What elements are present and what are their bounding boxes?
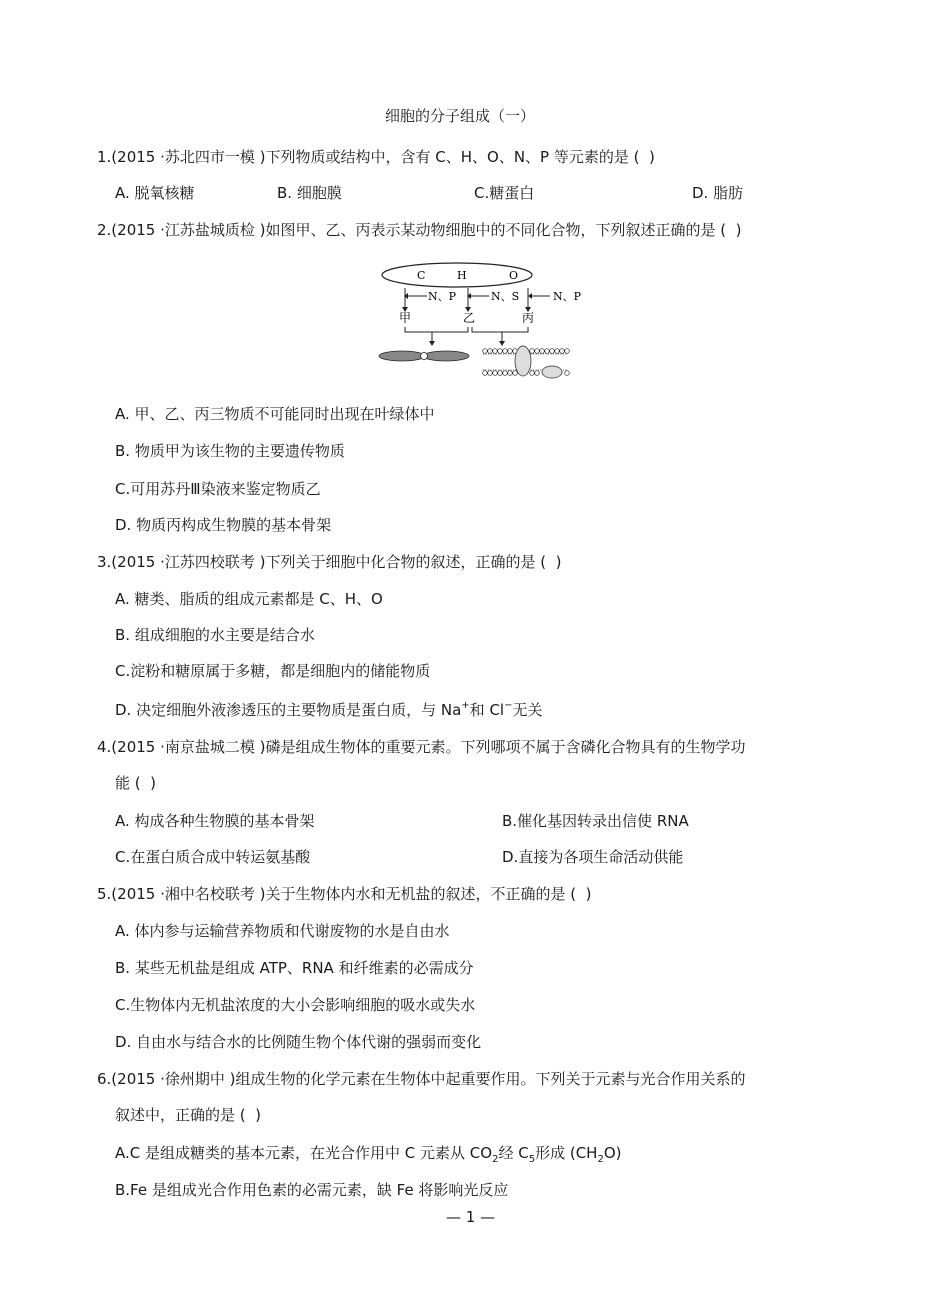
q6-a-part1: A.C 是组成糖类的基本元素，在光合作用中 C 元素从 CO: [115, 1144, 493, 1162]
q6-option-a: [115, 1143, 622, 1166]
question-4-stem: 4.(2015 ·南京盐城二模 )磷是组成生物体的重要元素。下列哪项不属于含磷化合物具有的生物学功: [97, 738, 746, 756]
q1-option-a: A. 脱氧核糖: [115, 184, 195, 202]
q3-option-d: [115, 700, 543, 723]
question-6-stem-cont: 叙述中，正确的是 ( ): [115, 1106, 262, 1124]
q3-cl-charge: −: [504, 700, 513, 711]
question-2-stem: 2.(2015 ·江苏盐城质检 )如图甲、乙、丙表示某动物细胞中的不同化合物，下列叙述正确的是 ( ): [97, 221, 742, 239]
q4-option-d: D.直接为各项生命活动供能: [502, 848, 684, 866]
q5-option-b: B. 某些无机盐是组成 ATP、RNA 和纤维素的必需成分: [115, 959, 474, 977]
q3-na-charge: +: [461, 700, 470, 711]
ellipse-label-h: H: [457, 269, 467, 282]
compound-diagram: [375, 255, 590, 385]
q6-a-sub3: 2: [597, 1154, 604, 1165]
q4-option-c: C.在蛋白质合成中转运氨基酸: [115, 848, 311, 866]
page-number: — 1 —: [446, 1208, 496, 1226]
label-yi: 乙: [463, 311, 476, 325]
q3-option-a: A. 糖类、脂质的组成元素都是 C、H、O: [115, 590, 383, 608]
q4-option-a: A. 构成各种生物膜的基本骨架: [115, 812, 315, 830]
ellipse-label-c: C: [417, 269, 426, 282]
membrane-icon: [483, 346, 570, 378]
q6-a-part2: 经 C: [498, 1144, 529, 1162]
arrow-label-ns: N、S: [491, 290, 520, 303]
page-title: 细胞的分子组成（一）: [385, 107, 536, 125]
q3-option-b: B. 组成细胞的水主要是结合水: [115, 626, 315, 644]
q5-option-d: D. 自由水与结合水的比例随生物个体代谢的强弱而变化: [115, 1033, 482, 1051]
label-bing: 丙: [522, 311, 535, 325]
q6-a-sub1: 2: [492, 1154, 499, 1165]
q1-option-d: D. 脂肪: [692, 184, 744, 202]
q3-option-d-end: 无关: [512, 701, 543, 719]
ellipse-label-o: O: [509, 269, 519, 282]
q6-option-b: B.Fe 是组成光合作用色素的必需元素，缺 Fe 将影响光反应: [115, 1181, 509, 1199]
q5-option-c: C.生物体内无机盐浓度的大小会影响细胞的吸水或失水: [115, 996, 476, 1014]
q6-a-part4: O): [603, 1144, 622, 1162]
q6-a-sub2: 5: [528, 1154, 536, 1165]
question-6-stem: 6.(2015 ·徐州期中 )组成生物的化学元素在生物体中起重要作用。下列关于元素与光合作用关系的: [97, 1070, 746, 1088]
q2-option-a: A. 甲、乙、丙三物质不可能同时出现在叶绿体中: [115, 405, 435, 423]
q3-option-d-mid: 和 Cl: [469, 701, 505, 719]
label-jia: 甲: [399, 311, 412, 325]
q2-option-b: B. 物质甲为该生物的主要遗传物质: [115, 442, 345, 460]
q3-option-c: C.淀粉和糖原属于多糖，都是细胞内的储能物质: [115, 662, 431, 680]
question-4-stem-cont: 能 ( ): [115, 774, 157, 792]
q4-option-b: B.催化基因转录出信使 RNA: [502, 812, 689, 830]
q2-option-c: C.可用苏丹Ⅲ染液来鉴定物质乙: [115, 480, 321, 498]
arrow-label-np-1: N、P: [428, 290, 457, 303]
q3-option-d-text: D. 决定细胞外液渗透压的主要物质是蛋白质，与 Na: [115, 701, 462, 719]
arrow-label-np-2: N、P: [553, 290, 582, 303]
q5-option-a: A. 体内参与运输营养物质和代谢废物的水是自由水: [115, 922, 450, 940]
question-3-stem: 3.(2015 ·江苏四校联考 )下列关于细胞中化合物的叙述，正确的是 ( ): [97, 553, 562, 571]
q6-a-part3: 形成 (CH: [535, 1144, 598, 1162]
q2-option-d: D. 物质丙构成生物膜的基本骨架: [115, 516, 332, 534]
question-5-stem: 5.(2015 ·湘中名校联考 )关于生物体内水和无机盐的叙述，不正确的是 ( ): [97, 885, 592, 903]
question-1-stem: 1.(2015 ·苏北四市一模 )下列物质或结构中，含有 C、H、O、N、P 等元素的是 ( ): [97, 148, 655, 166]
q1-option-b: B. 细胞膜: [277, 184, 342, 202]
q1-option-c: C.糖蛋白: [474, 184, 535, 202]
chromosome-icon: [379, 351, 469, 361]
